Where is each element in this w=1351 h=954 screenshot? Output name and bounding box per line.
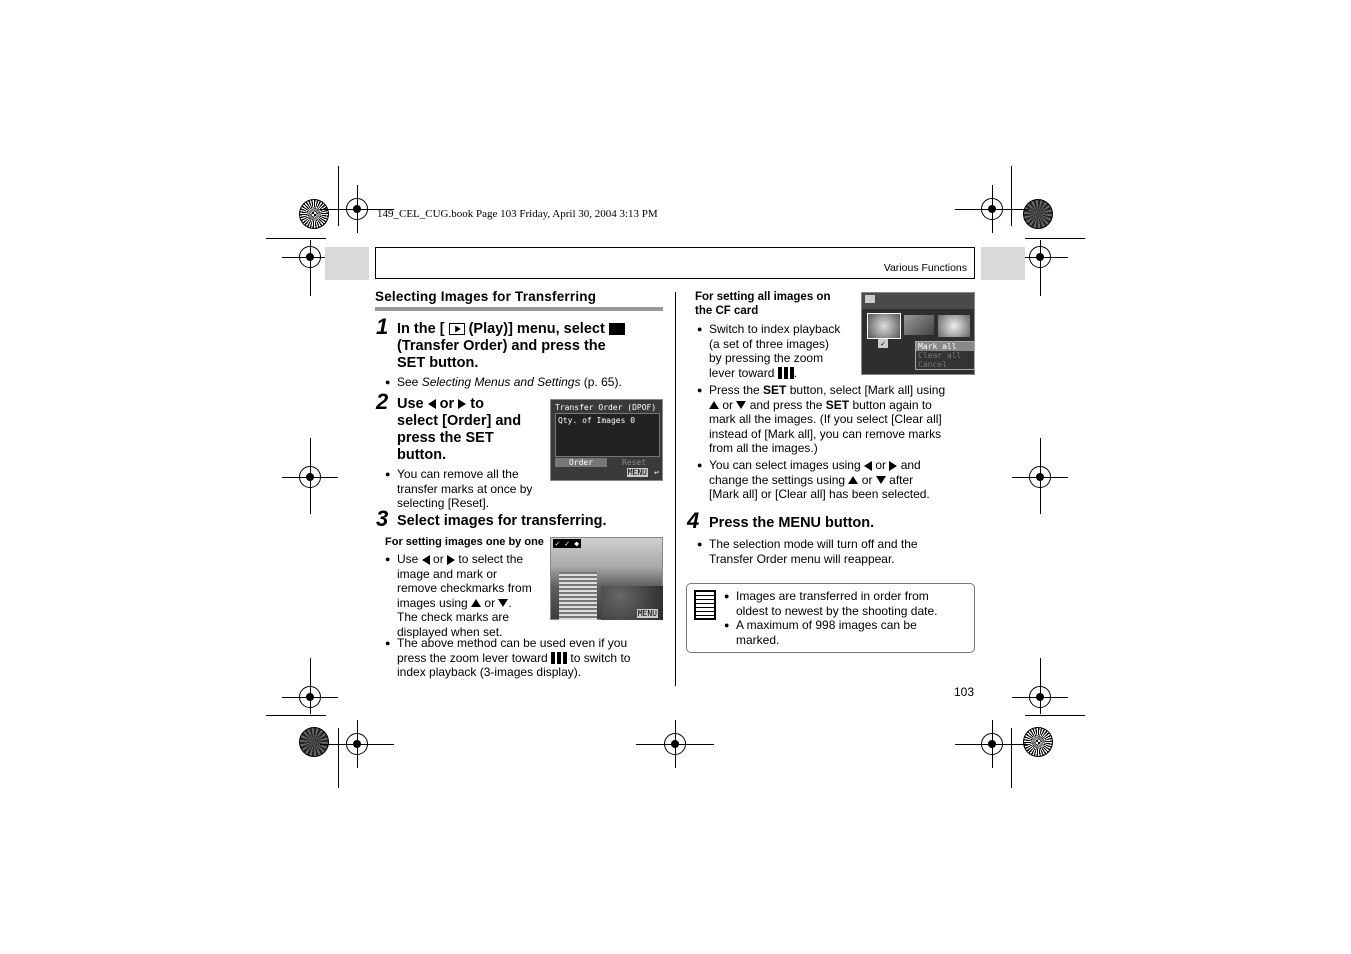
list-item: ● You can select images using or and change the settings using or after [Mark all] or [Clear all] has been selected.: [697, 458, 984, 502]
sub-heading: For setting all images on the CF card: [695, 291, 831, 317]
page-number: 103: [954, 685, 975, 699]
right-arrow-icon: [458, 399, 466, 409]
check-icon: ✓: [878, 339, 888, 348]
registration-star-icon: [299, 727, 329, 757]
step-heading: Select images for transferring.: [397, 513, 607, 529]
transfer-order-icon: [609, 323, 625, 335]
order-button: Order: [555, 458, 607, 467]
right-arrow-icon: [447, 555, 455, 565]
list-item: ● The selection mode will turn off and the Transfer Order menu will reappear.: [697, 537, 979, 566]
menu-label: MENU: [627, 468, 647, 477]
left-arrow-icon: [422, 555, 430, 565]
camera-screen-index-playback: [861, 292, 975, 375]
registration-star-icon: [1023, 199, 1053, 229]
up-arrow-icon: [709, 401, 719, 409]
right-arrow-icon: [889, 461, 897, 471]
list-item: ● Switch to index playback (a set of three images) by pressing the zoom lever toward .: [697, 322, 869, 380]
reset-button: Reset: [621, 458, 647, 467]
list-item: ● You can remove all the transfer marks at once by selecting [Reset].: [385, 467, 557, 511]
check-icon: ✓ ✓ ◆: [555, 539, 580, 548]
thumbnail: [904, 315, 934, 335]
up-arrow-icon: [848, 476, 858, 484]
thumbnail: [867, 313, 901, 339]
sub-heading: For setting images one by one: [385, 536, 544, 548]
back-icon: ↩: [654, 468, 659, 477]
left-arrow-icon: [428, 399, 436, 409]
list-item: ● Use or to select the image and mark or remove checkmarks from images using or . The check marks are displayed when set.: [385, 552, 562, 639]
book-info: 149_CEL_CUG.book Page 103 Friday, April 30, 2004 3:13 PM: [377, 208, 658, 220]
thumbnail: [938, 315, 970, 337]
clear-all-option: Clear all: [918, 351, 962, 360]
registration-star-icon: [299, 199, 329, 229]
screen-qty: Qty. of Images 0: [558, 416, 636, 425]
list-item: ● Images are transferred in order from oldest to newest by the shooting date.: [724, 589, 981, 618]
header-section: Various Functions: [883, 262, 967, 274]
camera-screen-transfer-order: [550, 399, 663, 481]
page-title: Selecting Images for Transferring: [375, 289, 597, 304]
list-item: ● The above method can be used even if you press the zoom lever toward to switch to index playback (3-images display).: [385, 636, 677, 680]
list-item: ● A maximum of 998 images can be marked.: [724, 618, 981, 647]
note-box: [686, 583, 975, 653]
tab-marker: [325, 247, 369, 280]
cancel-option: Cancel: [918, 360, 947, 369]
memo-icon: [694, 590, 716, 620]
step-number: 2: [376, 389, 389, 414]
down-arrow-icon: [876, 476, 886, 484]
up-arrow-icon: [471, 599, 481, 607]
column-divider: [675, 292, 676, 686]
mark-all-option: Mark all: [916, 342, 974, 351]
building-image: [559, 572, 597, 620]
screen-title: Transfer Order (DPOF): [555, 403, 657, 412]
tab-marker: [981, 247, 1025, 280]
down-arrow-icon: [736, 401, 746, 409]
down-arrow-icon: [498, 599, 508, 607]
step-heading: Press the MENU button.: [709, 515, 875, 531]
registration-star-icon: [1023, 727, 1053, 757]
page-header: [375, 247, 975, 279]
list-item: ● See Selecting Menus and Settings (p. 65).: [385, 375, 622, 390]
step-number: 3: [376, 506, 389, 531]
transfer-order-icon: [865, 295, 875, 303]
step-number: 4: [687, 508, 700, 533]
index-icon: [551, 652, 567, 664]
step-number: 1: [376, 314, 389, 339]
index-icon: [778, 367, 794, 379]
menu-label: MENU: [637, 609, 657, 618]
left-arrow-icon: [864, 461, 872, 471]
step-heading: In the [ (Play)] menu, select (Transfer Order) and press the SET button.: [397, 321, 667, 372]
title-underline: [375, 307, 663, 311]
camera-screen-city-photo: [550, 537, 663, 620]
list-item: ● Press the SET button, select [Mark all] using or and press the SET button again to mark all the images. (If you select [Clear all] instead of [Mark all], you can remove marks from all the images.): [697, 383, 984, 456]
step-heading: Use or to select [Order] and press the SET button.: [397, 396, 522, 463]
play-icon: [449, 323, 465, 335]
